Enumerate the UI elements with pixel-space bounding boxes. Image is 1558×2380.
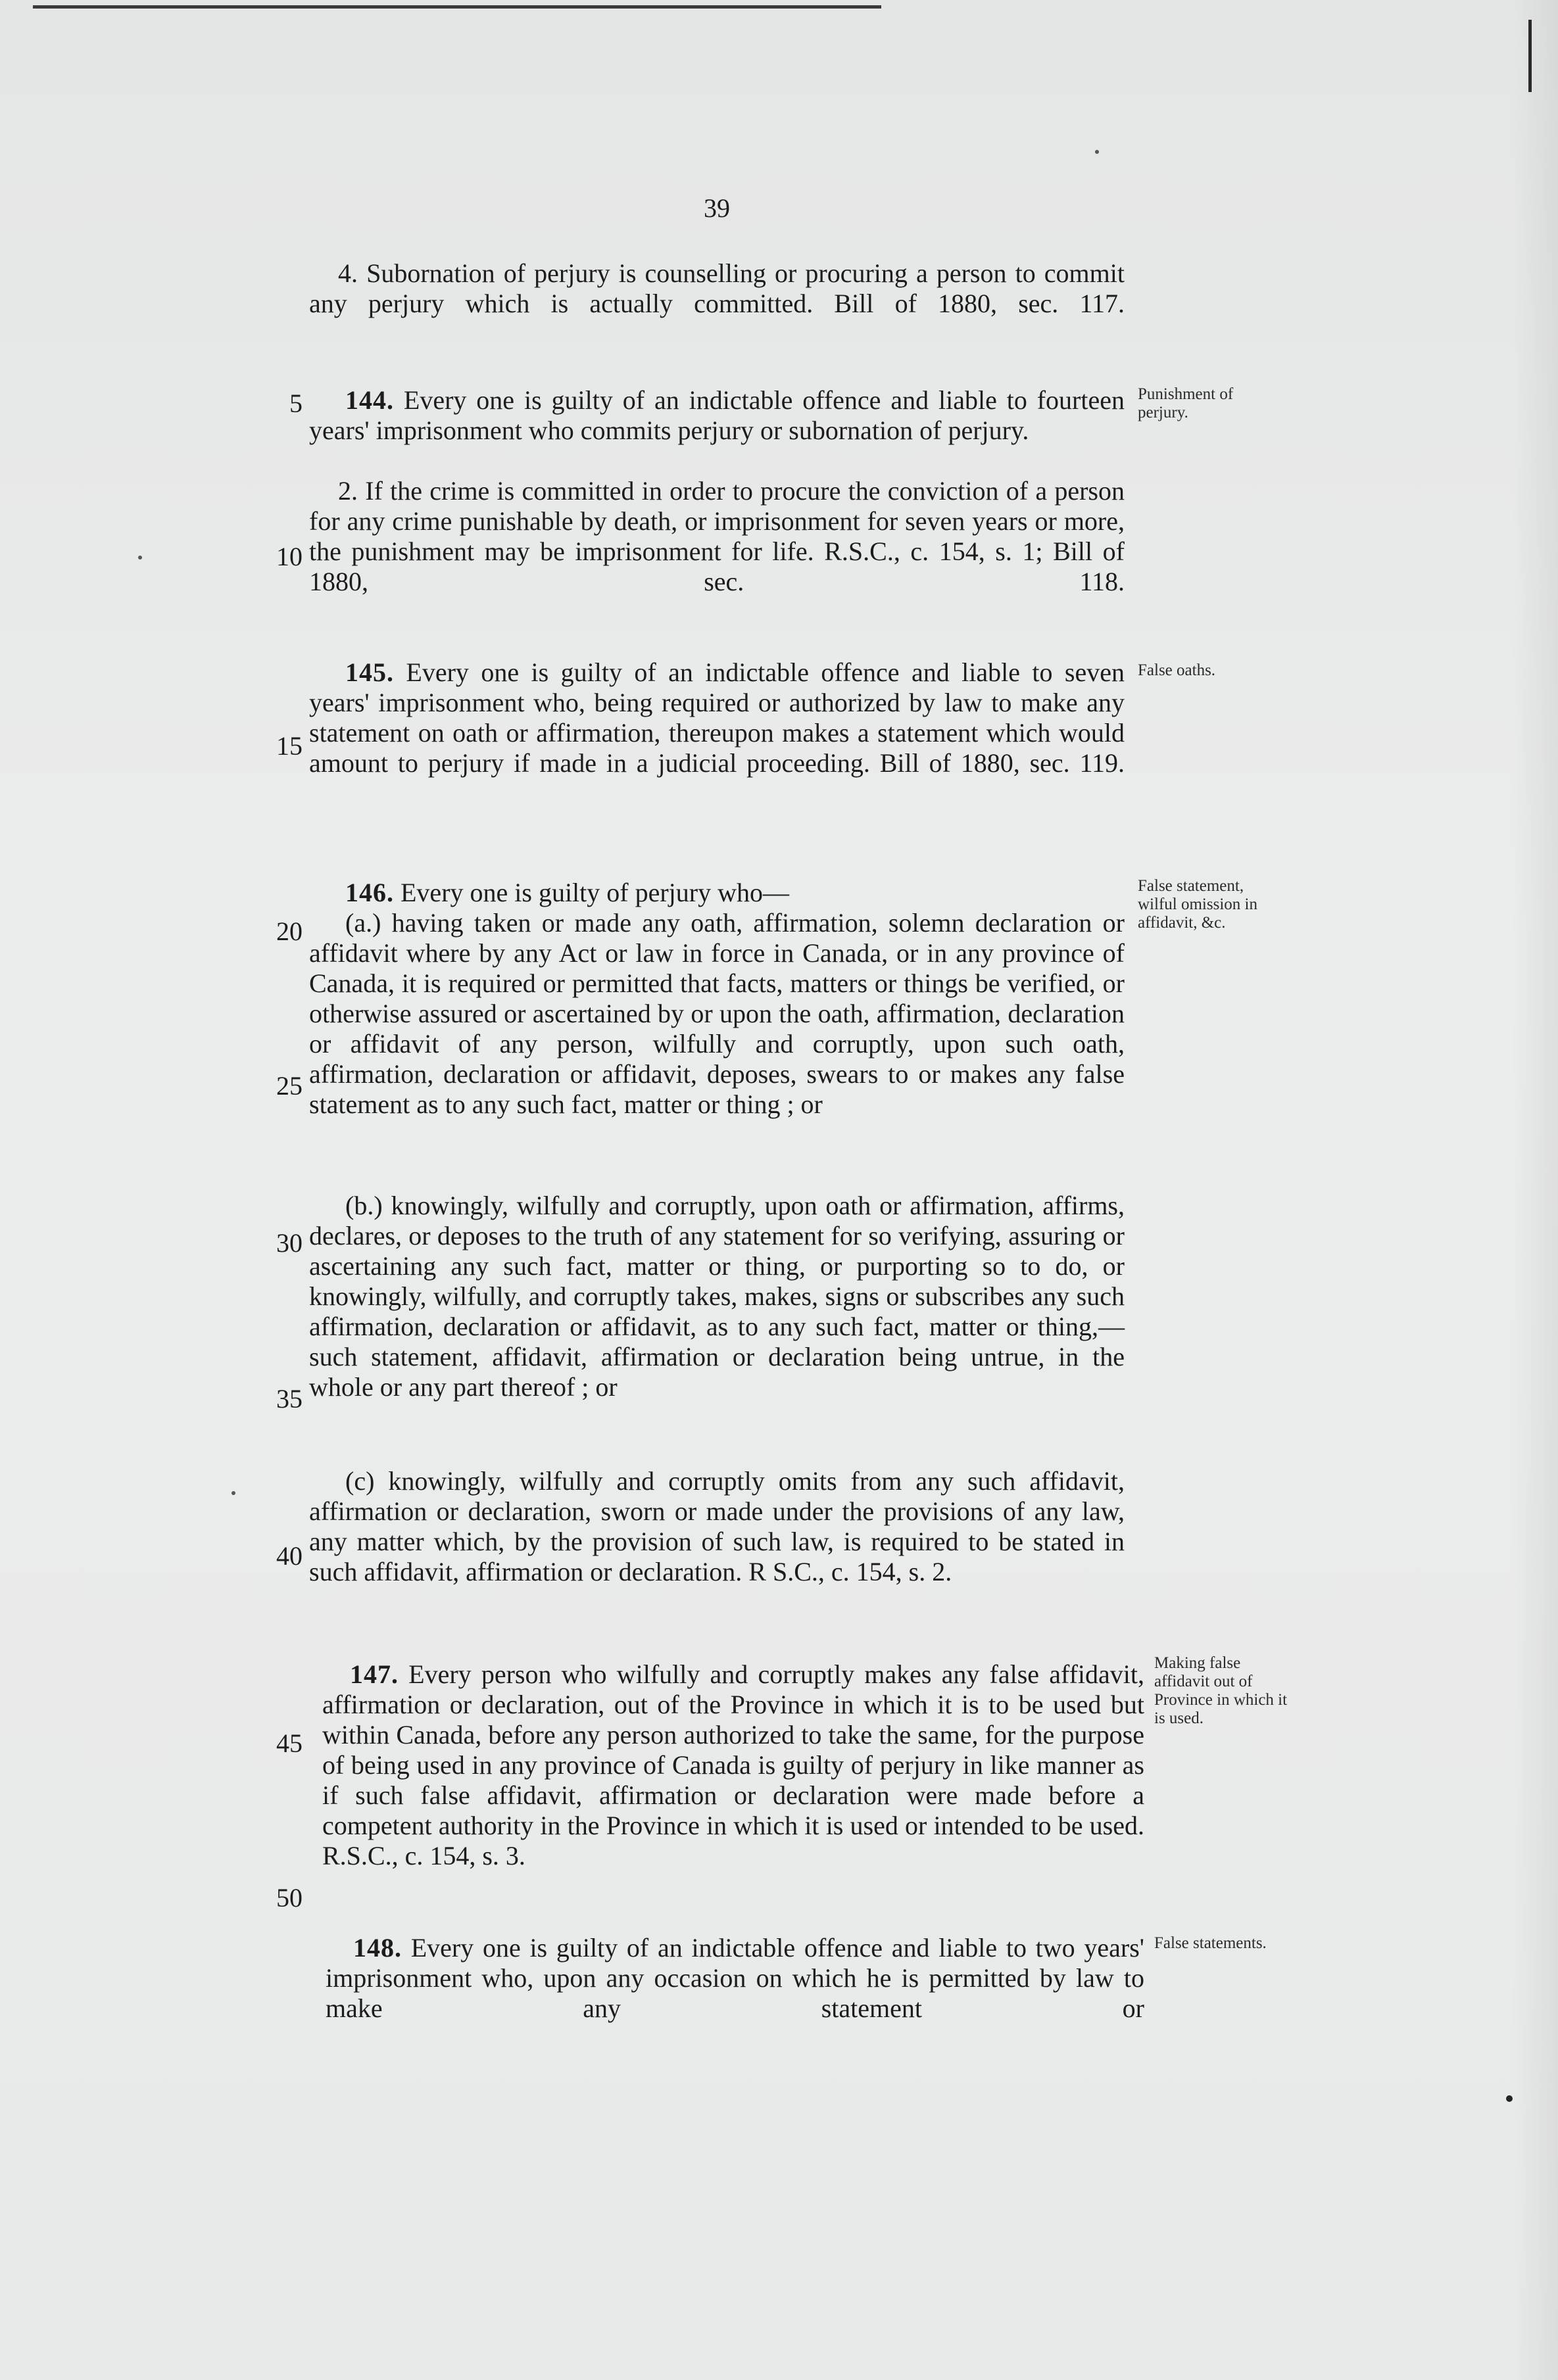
section-146-number: 146.	[345, 878, 394, 907]
section-147-number: 147.	[350, 1659, 399, 1689]
line-number-35: 35	[276, 1384, 303, 1414]
top-rule	[33, 5, 881, 9]
line-number-45: 45	[276, 1728, 303, 1758]
line-number-5: 5	[289, 389, 303, 418]
margin-note-148: False statements.	[1154, 1934, 1267, 1952]
line-number-30: 30	[276, 1228, 303, 1258]
section-144-subsection-2	[309, 476, 1125, 597]
page-edge-shadow	[1512, 0, 1558, 2380]
scan-speck	[1506, 2095, 1513, 2102]
scan-speck	[231, 1491, 235, 1495]
section-145-text: Every one is guilty of an indictable offence and liable to seven years' imprisonment who, being required or authorized by law to make any statement on oath or affirmation, thereupon makes a statement which would amount to perjury if made in a judicial proceeding. Bill of 1880, sec. 119.	[309, 657, 1125, 778]
section-148	[326, 1933, 1144, 2024]
line-number-50: 50	[276, 1883, 303, 1913]
section-148-number: 148.	[353, 1933, 402, 1963]
line-number-15: 15	[276, 731, 303, 761]
line-number-10: 10	[276, 542, 303, 571]
section-146-clause-a	[309, 908, 1125, 1120]
line-number-40: 40	[276, 1541, 303, 1571]
scan-speck	[138, 556, 142, 559]
section-147-text: Every person who wilfully and corruptly makes any false affidavit, affirmation or declaration, out of the Province in which it is to be used but within Canada, before any person authorized to take the same, for the purpose of being used in any province of Canada is guilty of perjury in like manner as if such false affidavit, affirmation or declaration were made before a competent authority in the Province in which it is used or intended to be used. R.S.C., c. 154, s. 3.	[322, 1659, 1144, 1870]
subsection-4-text: 4. Subornation of perjury is counselling or procuring a person to commit any perjury which is actually committed. Bill of 1880, sec. 117.	[309, 258, 1125, 318]
margin-note-145: False oaths.	[1138, 661, 1216, 679]
section-144-number: 144.	[345, 385, 394, 415]
line-number-25: 25	[276, 1071, 303, 1101]
section-147	[322, 1659, 1144, 1871]
scan-speck	[1095, 150, 1099, 154]
section-145	[309, 657, 1125, 778]
section-144-subsection-2-text: 2. If the crime is committed in order to procure the conviction of a person for any crime punishable by death, or imprisonment for seven years or more, the punishment may be imprisonment for life. R.S.C., c. 154, s. 1; Bill of 1880, sec. 118.	[309, 476, 1125, 596]
section-146-clause-c	[309, 1466, 1125, 1587]
section-146-clause-a-text: (a.) having taken or made any oath, affirmation, solemn declaration or affidavit where by any Act or law in force in Canada, or in any province of Canada, it is required or permitted that facts, matters or things be verified, or otherwise assured or ascertained by or upon the oath, affirmation, declaration or affidavit of any person, wilfully and corruptly, upon such oath, affirmation, declaration or affidavit, deposes, swears to or makes any false statement as to any such fact, matter or thing ; or	[309, 908, 1125, 1119]
section-146-text: Every one is guilty of perjury who—	[401, 878, 789, 907]
page-number: 39	[704, 193, 730, 223]
subsection-4	[309, 258, 1125, 319]
margin-note-147: Making false affidavit out of Province in which it is used.	[1154, 1654, 1288, 1727]
section-144-text: Every one is guilty of an indictable offence and liable to fourteen years' imprisonment who commits perjury or subornation of perjury.	[309, 385, 1125, 445]
section-146-clause-b	[309, 1191, 1125, 1402]
section-144	[309, 385, 1125, 446]
line-number-20: 20	[276, 916, 303, 946]
section-146-clause-c-text: (c) knowingly, wilfully and corruptly omits from any such affidavit, affirmation or declaration, sworn or made under the provisions of any law, any matter which, by the provision of such law, is required to be stated in such affidavit, affirmation or declaration. R S.C., c. 154, s. 2.	[309, 1466, 1125, 1586]
section-148-text: Every one is guilty of an indictable offence and liable to two years' imprisonment who, upon any occasion on which he is permitted by law to make any statement or	[326, 1933, 1144, 2023]
margin-note-146: False statement, wilful omission in affidavit, &c.	[1138, 877, 1257, 932]
section-145-number: 145.	[345, 657, 394, 687]
edge-mark	[1528, 20, 1532, 92]
section-146-clause-b-text: (b.) knowingly, wilfully and corruptly, upon oath or affirmation, affirms, declares, or deposes to the truth of any statement for so verifying, assuring or ascertaining any such fact, matter or thing, or purporting so to do, or knowingly, wilfully, and corruptly takes, makes, signs or subscribes any such affirmation, declaration or affidavit, as to any such fact, matter or thing,—such statement, affidavit, affirmation or declaration being untrue, in the whole or any part thereof ; or	[309, 1191, 1125, 1402]
margin-note-144: Punishment of perjury.	[1138, 385, 1234, 421]
section-146	[309, 878, 1125, 908]
